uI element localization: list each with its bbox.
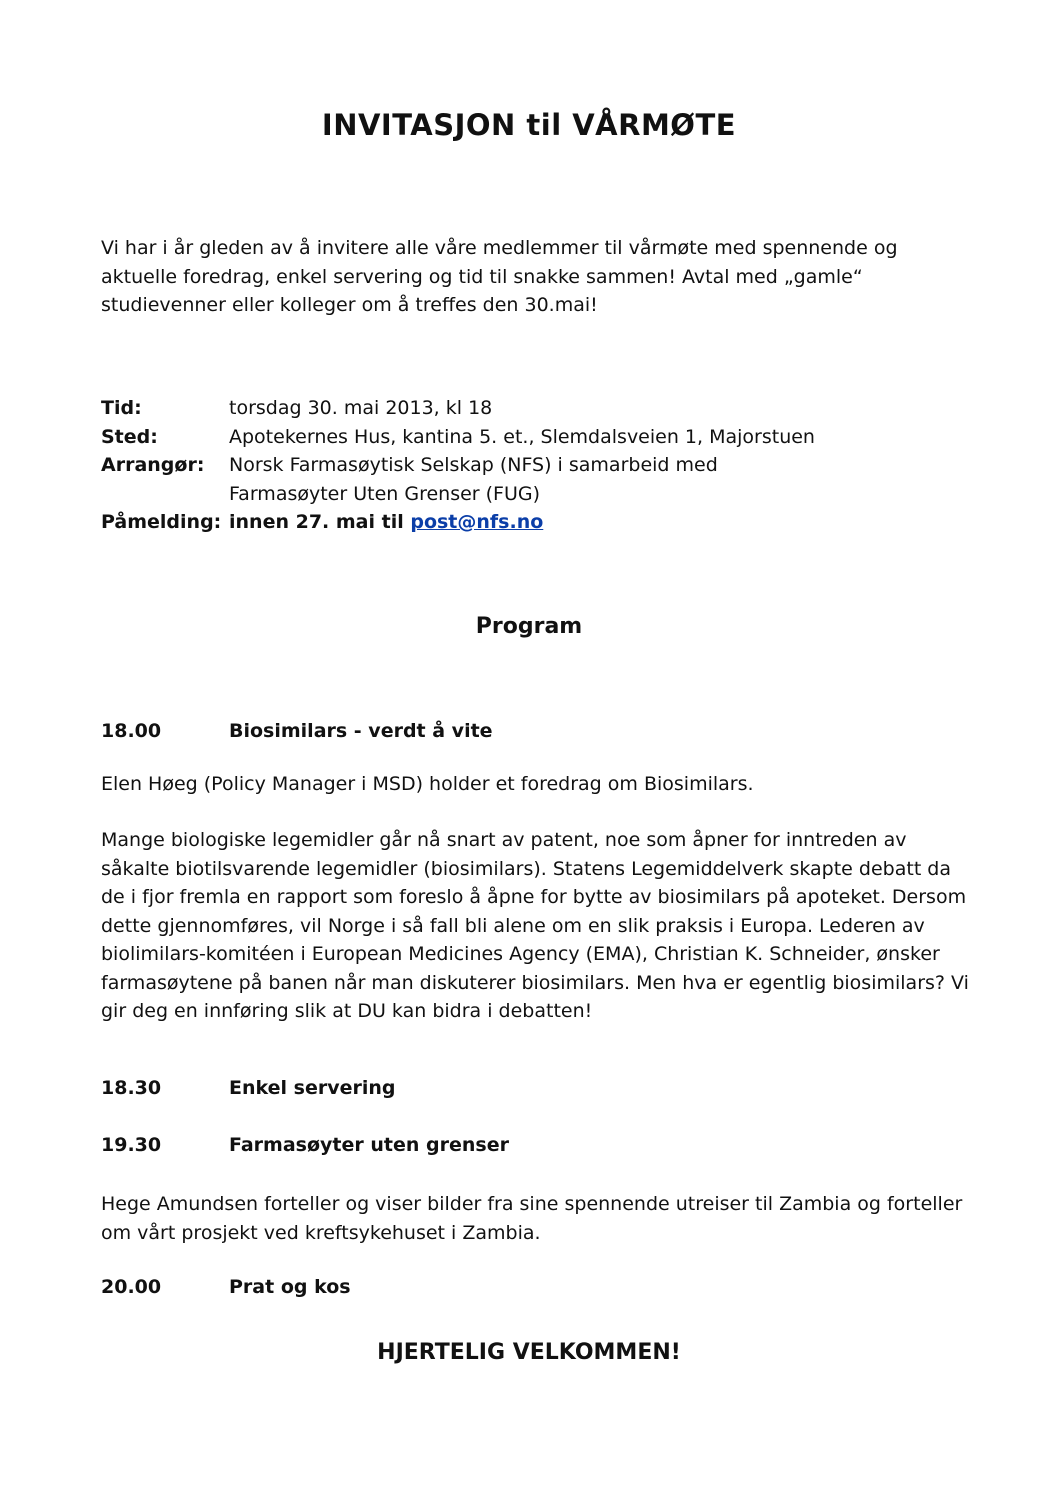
closing-heading: HJERTELIG VELKOMMEN!: [377, 1340, 681, 1365]
program-paragraph: Elen Høeg (Policy Manager i MSD) holder et foredrag om Biosimilars.: [101, 773, 754, 795]
program-title: Prat og kos: [229, 1276, 351, 1298]
arrangor-label: Arrangør:: [101, 454, 205, 476]
program-paragraph: Mange biologiske legemidler går nå snart av patent, noe som åpner for inntreden av såkalte biotilsvarende legemidler (biosimilars). Statens Legemiddelverk skapte debatt da de i fjor fremla en rapport som foreslo å åpne for bytte av biosimilars på apoteket. Dersom dette gjennomføres, vil Norge i så fall bli alene om en slik praksis i Europa. Lederen av biolimilars-komitéen i European Medicines Agency (EMA), Christian K. Schneider, ønsker farmasøytene på banen når man diskuterer biosimilars. Men hva er egentlig biosimilars? Vi gir deg en innføring slik at DU kan bidra i debatten!: [101, 829, 969, 1022]
program-heading: Program: [475, 614, 583, 639]
page-title: INVITASJON til VÅRMØTE: [321, 108, 737, 142]
info-row-pamelding: [101, 508, 951, 537]
pamelding-text: innen 27. mai til: [229, 511, 411, 533]
program-time: 19.30: [101, 1134, 162, 1156]
program-item-1830: [101, 1077, 396, 1099]
program-time: 18.00: [101, 720, 162, 742]
intro-paragraph: Vi har i år gleden av å invitere alle våre medlemmer til vårmøte med spennende og aktuelle foredrag, enkel servering og tid til snakke sammen! Avtal med „gamle“ studievenner eller kolleger om å treffes den 30.mai!: [101, 237, 898, 316]
program-title: Farmasøyter uten grenser: [229, 1134, 509, 1156]
tid-value: torsdag 30. mai 2013, kl 18: [229, 397, 493, 419]
program-item-1800: [101, 720, 493, 742]
program-time: 18.30: [101, 1077, 162, 1099]
info-row-arrangor: [101, 451, 951, 508]
pamelding-value: [229, 508, 951, 537]
arrangor-line-1: Norsk Farmasøytisk Selskap (NFS) i samarbeid med: [229, 454, 718, 476]
program-title: Biosimilars - verdt å vite: [229, 720, 493, 742]
info-row-tid: [101, 394, 951, 423]
info-row-sted: [101, 423, 951, 452]
program-paragraph: Hege Amundsen forteller og viser bilder fra sine spennende utreiser til Zambia og forteller om vårt prosjekt ved kreftsykehuset i Zambia.: [101, 1193, 963, 1244]
event-info-block: [101, 394, 951, 537]
arrangor-line-2: Farmasøyter Uten Grenser (FUG): [229, 482, 541, 505]
sted-value: Apotekernes Hus, kantina 5. et., Slemdalsveien 1, Majorstuen: [229, 425, 815, 448]
program-title: Enkel servering: [229, 1077, 396, 1099]
program-item-2000: [101, 1276, 351, 1298]
tid-label: Tid:: [101, 397, 142, 419]
arrangor-value: [229, 451, 951, 508]
sted-label: Sted:: [101, 425, 158, 448]
pamelding-label: Påmelding:: [101, 511, 222, 533]
email-link[interactable]: post@nfs.no: [410, 511, 544, 533]
program-time: 20.00: [101, 1276, 162, 1298]
program-item-1930: [101, 1134, 509, 1156]
